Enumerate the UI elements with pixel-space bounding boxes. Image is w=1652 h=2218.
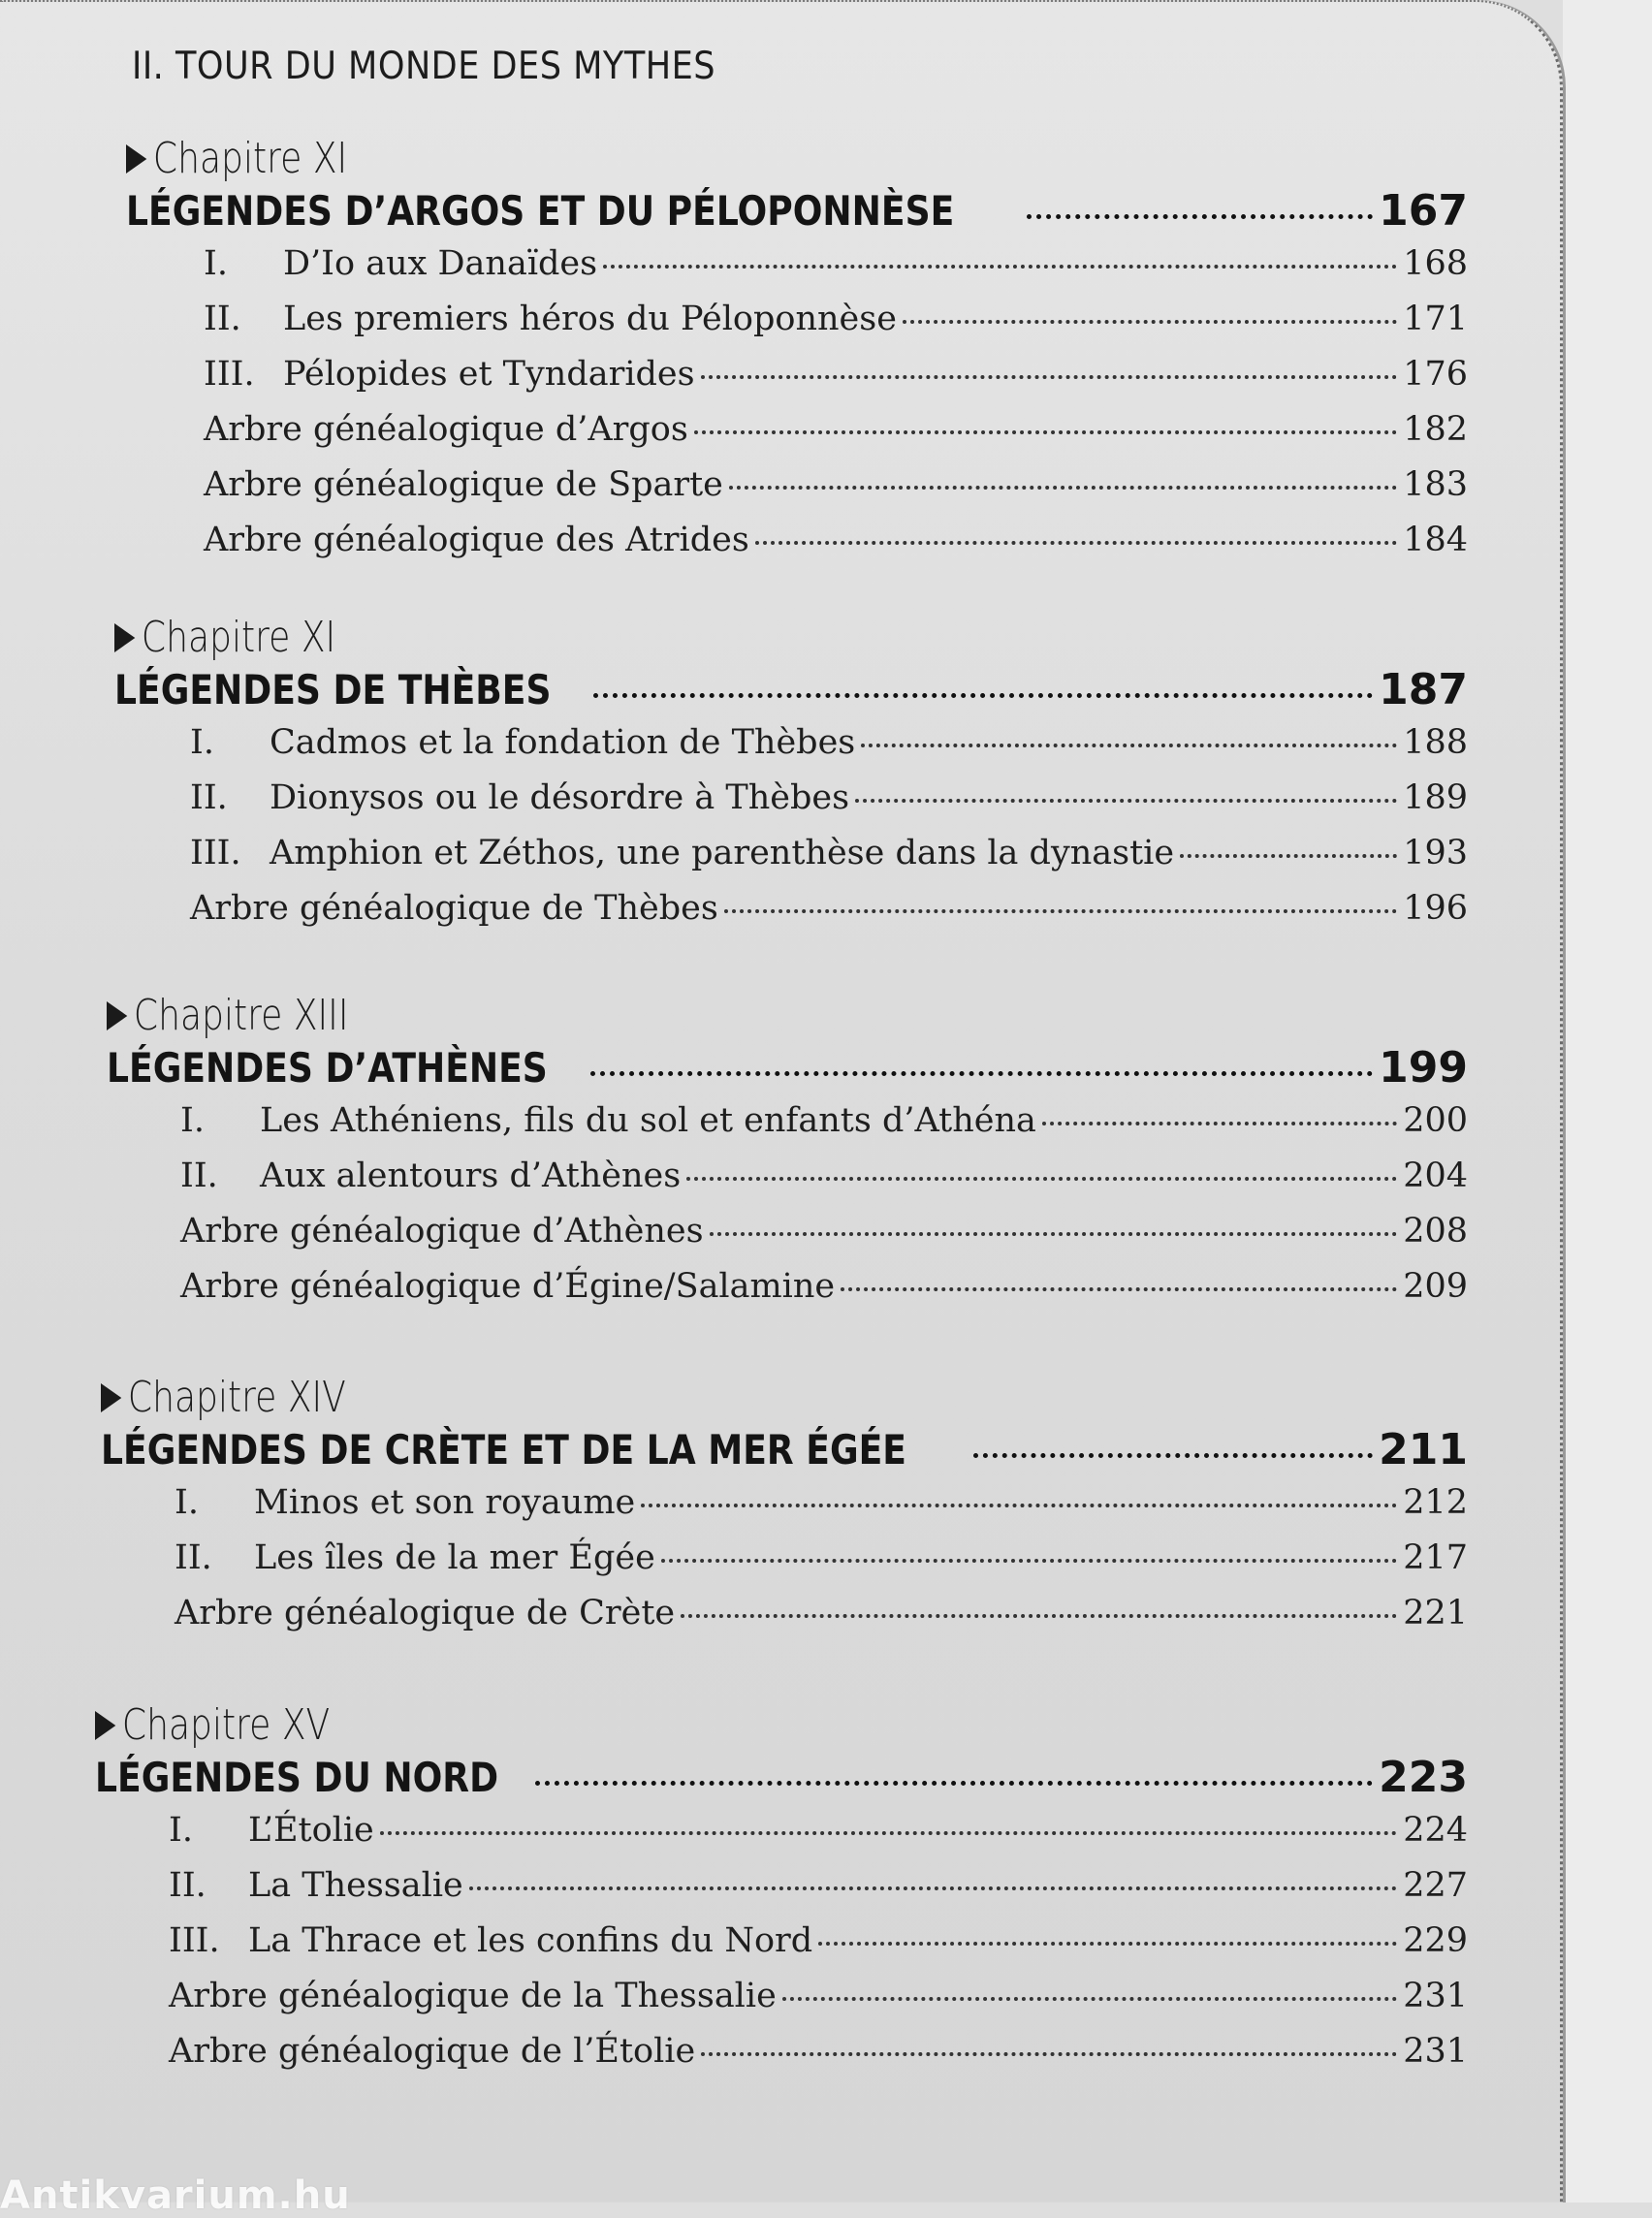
page-number: 217	[1403, 1538, 1468, 1577]
chapter-heading[interactable]	[114, 665, 1468, 723]
page-number: 183	[1403, 465, 1468, 504]
entry-number: I.	[169, 1811, 193, 1850]
toc-entry[interactable]	[180, 1101, 1468, 1157]
chapter-block	[95, 1698, 1468, 2087]
dot-leader	[603, 265, 1397, 269]
entry-title: Minos et son royaume	[254, 1483, 636, 1522]
entry-title: Arbre généalogique d’Égine/Salamine	[180, 1267, 836, 1306]
entry-title: Dionysos ou le désordre à Thèbes	[270, 778, 850, 817]
toc-entry[interactable]	[190, 723, 1468, 778]
chapter-heading-title: LÉGENDES DU NORD	[95, 1754, 499, 1801]
entry-title: Arbre généalogique des Atrides	[204, 521, 749, 559]
chapter-label: Chapitre XIV	[101, 1371, 1222, 1425]
entry-title: Arbre généalogique de la Thessalie	[169, 1977, 777, 2015]
page-number: 229	[1403, 1921, 1468, 1960]
toc-entry[interactable]	[204, 300, 1468, 355]
page-number: 211	[1379, 1425, 1468, 1474]
entry-number: I.	[175, 1483, 199, 1522]
dot-leader	[701, 375, 1398, 379]
page-number: 199	[1379, 1043, 1468, 1093]
entry-title: Les îles de la mer Égée	[254, 1538, 655, 1577]
page-number: 200	[1403, 1101, 1468, 1140]
chapter-heading[interactable]	[126, 186, 1468, 244]
page-number: 168	[1403, 244, 1468, 283]
toc-entry[interactable]	[169, 1866, 1468, 1921]
entry-title: Arbre généalogique d’Argos	[204, 410, 688, 449]
toc-entry[interactable]	[180, 1267, 1468, 1322]
chapter-label: Chapitre XV	[95, 1698, 1221, 1753]
dot-leader	[1042, 1122, 1397, 1125]
entry-title: Arbre généalogique de Sparte	[204, 465, 723, 504]
toc-entry[interactable]	[175, 1538, 1468, 1594]
dot-leader	[593, 693, 1373, 698]
entry-number: I.	[204, 244, 228, 283]
dot-leader	[855, 799, 1397, 803]
toc-entry[interactable]	[204, 355, 1468, 410]
dot-leader	[841, 1287, 1397, 1291]
arrow-icon	[95, 1711, 115, 1740]
page-number: 193	[1403, 834, 1468, 872]
entry-number: II.	[169, 1866, 206, 1905]
chapter-heading-title: LÉGENDES DE CRÈTE ET DE LA MER ÉGÉE	[101, 1426, 906, 1473]
chapter-label: Chapitre XI	[126, 132, 1226, 186]
dot-leader	[782, 1997, 1397, 2001]
toc-entry[interactable]	[190, 834, 1468, 889]
entry-number: I.	[180, 1101, 205, 1140]
entry-title: Les premiers héros du Péloponnèse	[283, 300, 897, 338]
entry-number: II.	[180, 1157, 218, 1195]
toc-entry[interactable]	[169, 2032, 1468, 2087]
entry-title: La Thrace et les confins du Nord	[248, 1921, 813, 1960]
page-number: 224	[1403, 1811, 1468, 1850]
entry-title: L’Étolie	[248, 1811, 374, 1850]
chapter-block	[101, 1371, 1468, 1649]
chapter-heading-title: LÉGENDES D’ATHÈNES	[107, 1044, 548, 1092]
toc-entry[interactable]	[175, 1594, 1468, 1649]
dot-leader	[469, 1886, 1397, 1890]
page-number: 204	[1403, 1157, 1468, 1195]
toc-entry[interactable]	[204, 410, 1468, 465]
toc-entry[interactable]	[175, 1483, 1468, 1538]
entry-title: Aux alentours d’Athènes	[260, 1157, 682, 1195]
entry-title: Les Athéniens, fils du sol et enfants d’Athéna	[260, 1101, 1036, 1140]
page-number: 187	[1379, 665, 1468, 714]
entry-number: II.	[204, 300, 241, 338]
chapter-block	[114, 611, 1468, 944]
page-number: 212	[1403, 1483, 1468, 1522]
chapter-heading[interactable]	[101, 1425, 1468, 1483]
arrow-icon	[107, 1001, 127, 1030]
toc-entry[interactable]	[169, 1921, 1468, 1977]
watermark: Antikvarium.hu	[0, 2173, 351, 2218]
dot-leader	[681, 1614, 1397, 1618]
page-number: 196	[1403, 889, 1468, 928]
page-number: 188	[1403, 723, 1468, 762]
chapter-heading[interactable]	[95, 1753, 1468, 1811]
dot-leader	[641, 1504, 1397, 1507]
page-number: 231	[1403, 2032, 1468, 2071]
dot-leader	[973, 1453, 1373, 1458]
entry-title: Amphion et Zéthos, une parenthèse dans la dynastie	[270, 834, 1175, 872]
chapter-block	[126, 132, 1468, 576]
entry-title: La Thessalie	[248, 1866, 463, 1905]
entry-title: Pélopides et Tyndarides	[283, 355, 695, 394]
dot-leader	[861, 744, 1397, 747]
toc-entry[interactable]	[180, 1212, 1468, 1267]
dot-leader	[903, 320, 1397, 324]
page-number: 227	[1403, 1866, 1468, 1905]
entry-number: III.	[204, 355, 255, 394]
page-number: 167	[1379, 186, 1468, 236]
dot-leader	[701, 2052, 1397, 2056]
section-title: II. TOUR DU MONDE DES MYTHES	[132, 45, 716, 88]
chapter-label: Chapitre XIII	[107, 989, 1223, 1043]
toc-entry[interactable]	[190, 889, 1468, 944]
page-number: 176	[1403, 355, 1468, 394]
dot-leader	[818, 1942, 1397, 1946]
page-number: 182	[1403, 410, 1468, 449]
page-number: 231	[1403, 1977, 1468, 2015]
chapter-label: Chapitre XI	[114, 611, 1224, 665]
page-number: 208	[1403, 1212, 1468, 1251]
entry-number: I.	[190, 723, 214, 762]
chapter-heading[interactable]	[107, 1043, 1468, 1101]
dot-leader	[724, 909, 1397, 913]
entry-number: III.	[190, 834, 241, 872]
page-number: 184	[1403, 521, 1468, 559]
dot-leader	[661, 1559, 1397, 1563]
entry-title: Arbre généalogique d’Athènes	[180, 1212, 704, 1251]
toc-entry[interactable]	[204, 244, 1468, 300]
page-number: 223	[1379, 1753, 1468, 1802]
page-number: 209	[1403, 1267, 1468, 1306]
entry-title: Arbre généalogique de Crète	[175, 1594, 676, 1632]
background-surface	[1563, 0, 1652, 2202]
entry-title: Arbre généalogique de Thèbes	[190, 889, 718, 928]
toc-entry[interactable]	[204, 465, 1468, 521]
page-number: 189	[1403, 778, 1468, 817]
entry-title: D’Io aux Danaïdes	[283, 244, 598, 283]
dot-leader	[729, 486, 1397, 490]
chapter-block	[107, 989, 1468, 1322]
arrow-icon	[101, 1383, 121, 1412]
entry-title: Arbre généalogique de l’Étolie	[169, 2032, 696, 2071]
toc-entry[interactable]	[180, 1157, 1468, 1212]
chapter-heading-title: LÉGENDES DE THÈBES	[114, 666, 552, 713]
dot-leader	[1180, 854, 1397, 858]
chapter-heading-title: LÉGENDES D’ARGOS ET DU PÉLOPONNÈSE	[126, 187, 955, 235]
page-number: 221	[1403, 1594, 1468, 1632]
dot-leader	[1027, 214, 1373, 219]
dot-leader	[694, 430, 1397, 434]
entry-number: II.	[175, 1538, 212, 1577]
dot-leader	[755, 541, 1397, 545]
dot-leader	[535, 1781, 1373, 1786]
dot-leader	[686, 1177, 1397, 1181]
toc-entry[interactable]	[204, 521, 1468, 576]
entry-number: III.	[169, 1921, 220, 1960]
toc-entry[interactable]	[190, 778, 1468, 834]
dot-leader	[710, 1232, 1398, 1236]
entry-number: II.	[190, 778, 228, 817]
toc-entry[interactable]	[169, 1811, 1468, 1866]
entry-title: Cadmos et la fondation de Thèbes	[270, 723, 856, 762]
page-number: 171	[1403, 300, 1468, 338]
toc-entry[interactable]	[169, 1977, 1468, 2032]
dot-leader	[380, 1831, 1397, 1835]
dot-leader	[590, 1071, 1373, 1076]
arrow-icon	[126, 144, 146, 174]
arrow-icon	[114, 623, 135, 652]
